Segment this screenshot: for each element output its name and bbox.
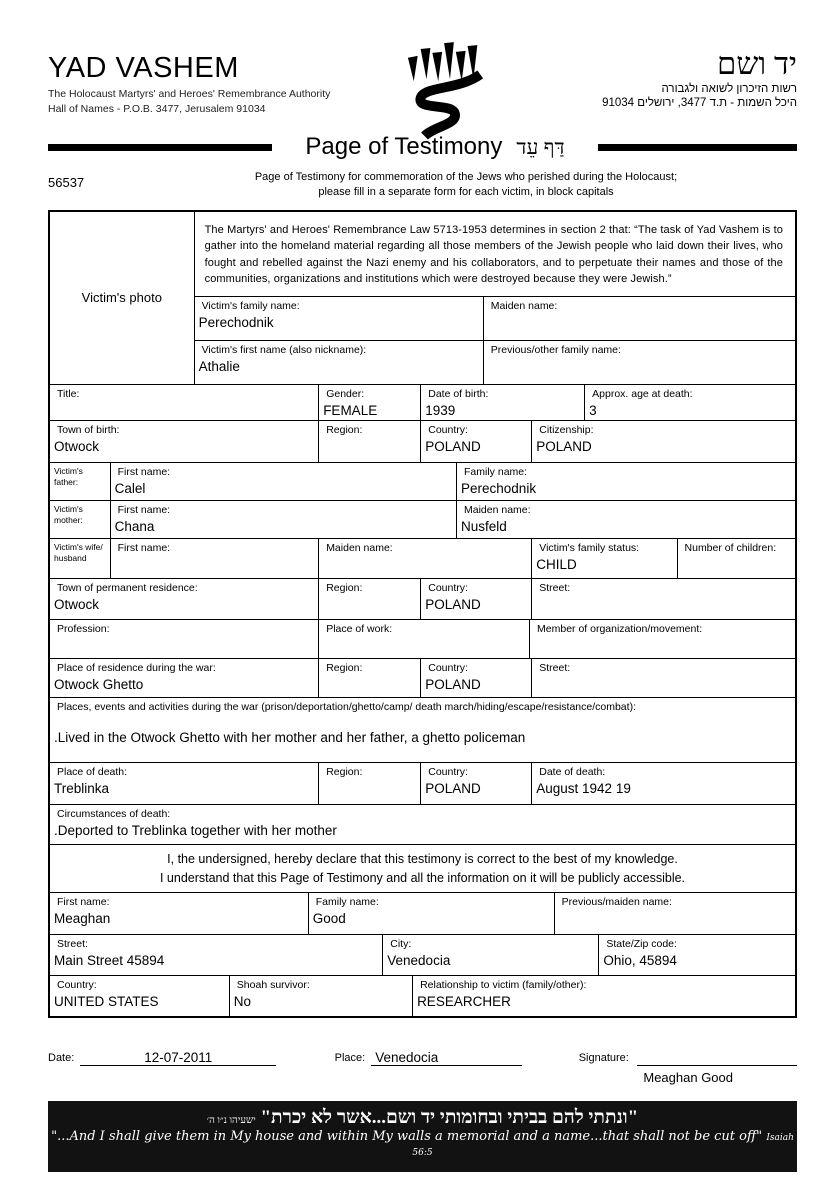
place-line: Venedocia (371, 1050, 522, 1066)
field-place-of-work: Place of work: (318, 620, 529, 658)
org-line1: The Holocaust Martyrs' and Heroes' Remembrance Authority (48, 88, 331, 100)
remembrance-law-text: The Martyrs' and Heroes' Remembrance Law 5713-1953 determines in section 2 that: “The task of Yad Vashem is to gather into the homeland material regarding all those members of the Jewish people who laid down their lives, who fought and rebelled against the Nazi enemy and his collaborators, and to perpetuate their names and those of the communities, organizations and institutions which were destroyed because they were Jewish.” (204, 223, 783, 286)
field-previous-family-name: Previous/other family name: (483, 341, 795, 384)
row-submitter-address (50, 934, 795, 975)
spouse-row-label: Victim's wife/ husband (54, 541, 103, 564)
row-profession (50, 619, 795, 658)
instruction-text (163, 170, 769, 201)
field-organization: Member of organization/movement: (529, 620, 795, 658)
place-label: Place: (334, 1051, 366, 1064)
footer-quote-band (48, 1101, 797, 1172)
footer-hebrew-quote: "ונתתי להם בביתי ובחומותי יד ושם...אשר לא יכרת" ישעיהו נ״ו ה׳ (206, 1106, 639, 1128)
field-mother-maiden-name: Maiden name: Nusfeld (456, 501, 795, 538)
field-gender: Gender: FEMALE (318, 385, 420, 420)
org-name: YAD VASHEM (48, 52, 239, 84)
masthead (48, 42, 797, 147)
field-residence-street: Street: (531, 579, 795, 619)
father-row-label: Victim's father: (54, 465, 83, 488)
field-submitter-street: Street: Main Street 45894 (54, 937, 165, 969)
field-family-status: Victim's family status: CHILD (531, 539, 676, 578)
field-circumstances-of-death: Circumstances of death: .Deported to Treblinka together with her mother (54, 807, 337, 839)
field-mother-first-name: First name: Chana (110, 501, 456, 538)
field-number-of-children: Number of children: (677, 539, 795, 578)
field-submitter-country: Country: UNITED STATES (54, 978, 159, 1010)
menorah-logo-icon (404, 42, 492, 147)
row-title-gender-birth (50, 384, 795, 420)
footer-english-quote: "...And I shall give them in My house and within My walls a memorial and a name...that shall not be cut off" Isaiah 56:5 (51, 1128, 794, 1158)
org-line2: Hall of Names - P.O.B. 3477, Jerusalem 91034 (48, 103, 266, 115)
field-victim-first-name: Victim's first name (also nickname): Athalie (198, 343, 367, 374)
field-death-region: Region: (318, 763, 420, 804)
field-war-residence: Place of residence during the war: Otwock Ghetto (54, 661, 216, 693)
title-rule-right (598, 144, 797, 151)
row-victim-spouse (50, 538, 795, 578)
org-hebrew-line1: רשות הזיכרון לשואה ולגבורה (661, 82, 797, 95)
title-rule-left (48, 144, 272, 151)
field-shoah-survivor: Shoah survivor: No (229, 976, 412, 1016)
field-war-street: Street: (531, 659, 795, 697)
row-submitter-name (50, 892, 795, 934)
field-title: Title: (57, 387, 80, 400)
signature-label: Signature: (578, 1051, 629, 1064)
field-war-region: Region: (318, 659, 420, 697)
row-photo-and-names (50, 212, 795, 384)
row-first-previous-name (195, 340, 795, 384)
field-date-of-birth: Date of birth: 1939 (420, 385, 584, 420)
field-spouse-maiden-name: Maiden name: (318, 539, 531, 578)
victim-photo-label: Victim's photo (81, 290, 162, 306)
row-victim-father (50, 462, 795, 500)
signature-line (637, 1050, 797, 1066)
org-block (48, 42, 348, 147)
field-citizenship: Citizenship: POLAND (531, 421, 795, 462)
row-war-residence (50, 658, 795, 697)
field-residence-town: Town of permanent residence: Otwock (54, 581, 198, 613)
field-father-first-name: First name: Calel (110, 463, 456, 500)
row-town-of-birth (50, 420, 795, 462)
field-father-family-name: Family name: Perechodnik (456, 463, 795, 500)
declaration-text: I, the undersigned, hereby declare that this testimony is correct to the best of my knowledge. I understand that this Page of Testimony and all the information on it will be publicly accessible. (159, 851, 686, 886)
field-residence-region: Region: (318, 579, 420, 619)
field-town-of-birth: Town of birth: Otwock (54, 423, 120, 455)
row-submitter-country (50, 975, 795, 1016)
page-title-hebrew: דַּף עֵד (516, 135, 565, 159)
field-date-of-death: Date of death: August 1942 19 (531, 763, 795, 804)
field-maiden-name: Maiden name: (483, 297, 795, 340)
field-submitter-family-name: Family name: Good (308, 893, 554, 934)
footer-hebrew-source: ישעיהו נ״ו ה׳ (206, 1114, 256, 1126)
mother-row-label: Victim's mother: (54, 503, 83, 526)
serial-number: 56537 (48, 175, 85, 190)
date-label: Date: (48, 1051, 75, 1064)
field-submitter-state-zip: State/Zip code: Ohio, 45894 (598, 935, 795, 975)
org-name-hebrew: יד ושם (716, 46, 797, 81)
page-title-en: Page of Testimony (305, 133, 503, 160)
field-war-events: Places, events and activities during the war (prison/deportation/ghetto/camp/ death march/hiding/escape/resistance/combat): .Lived in the Otwock Ghetto with her mother and her father, a ghetto policeman (54, 700, 636, 746)
signing-row (48, 1050, 797, 1066)
field-spouse-first-name: First name: (110, 539, 319, 578)
row-place-of-death (50, 762, 795, 804)
field-residence-country: Country: POLAND (420, 579, 531, 619)
field-birth-region: Region: (318, 421, 420, 462)
row-permanent-residence (50, 578, 795, 619)
field-victim-family-name: Victim's family name: Perechodnik (198, 299, 300, 330)
logo-block (348, 42, 547, 147)
instruction-line1: Page of Testimony for commemoration of the Jews who perished during the Holocaust; (254, 171, 678, 183)
instruction-line2: please fill in a separate form for each victim, in block capitals (318, 186, 614, 199)
field-death-country: Country: POLAND (420, 763, 531, 804)
row-victim-mother (50, 500, 795, 538)
field-submitter-city: City: Venedocia (382, 935, 598, 975)
testimony-form-table (48, 210, 797, 1018)
row-declaration (50, 844, 795, 892)
field-place-of-death: Place of death: Treblinka (54, 765, 128, 797)
org-hebrew-line2: היכל השמות - ת.ד 3477, ירושלים 91034 (602, 96, 797, 109)
field-relationship-to-victim: Relationship to victim (family/other): RESEARCHER (412, 976, 795, 1016)
footer-english-source: Isaiah 56:5 (412, 1132, 794, 1158)
row-circumstances (50, 804, 795, 844)
field-age-at-death: Approx. age at death: 3 (584, 385, 795, 420)
row-war-events (50, 697, 795, 762)
signature-name: Meaghan Good (643, 1069, 733, 1085)
date-line: 12-07-2011 (80, 1050, 276, 1066)
field-war-country: Country: POLAND (420, 659, 531, 697)
field-submitter-first-name: First name: Meaghan (54, 895, 111, 927)
page-title (272, 133, 598, 161)
field-profession: Profession: (57, 622, 110, 635)
victim-photo-box (50, 212, 194, 384)
org-block-hebrew (547, 42, 797, 147)
field-submitter-previous-name: Previous/maiden name: (554, 893, 795, 934)
instruction-band (48, 170, 797, 201)
field-birth-country: Country: POLAND (420, 421, 531, 462)
row-family-maiden-name (195, 296, 795, 340)
